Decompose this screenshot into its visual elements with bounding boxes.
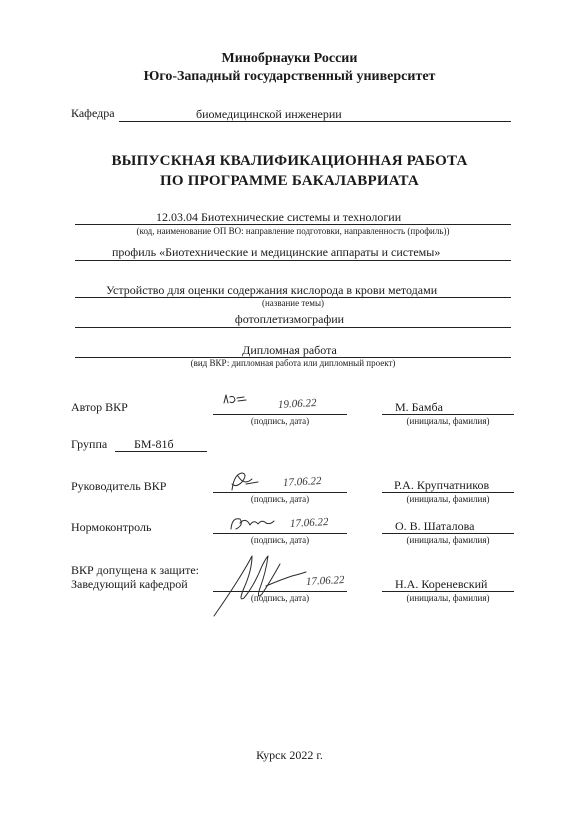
normcontrol-label: Нормоконтроль [71, 520, 152, 534]
profile-line [75, 260, 511, 261]
supervisor-signature [228, 470, 268, 494]
head-signature [210, 550, 310, 620]
normcontrol-name: О. В. Шаталова [395, 519, 475, 533]
program-code-value: 12.03.04 Биотехнические системы и технологии [156, 210, 402, 224]
normcontrol-sign-date: 17.06.22 [289, 516, 329, 530]
department-label: Кафедра [71, 106, 115, 120]
ministry-name: Минобрнауки России [221, 51, 358, 66]
supervisor-label: Руководитель ВКР [71, 479, 167, 493]
document-title-line-2: ПО ПРОГРАММЕ БАКАЛАВРИАТА [160, 173, 419, 189]
head-name: Н.А. Кореневский [395, 577, 488, 591]
author-sign-date: 19.06.22 [277, 397, 317, 411]
head-of-department-label: Заведующий кафедрой [71, 577, 188, 591]
program-profile: профиль «Биотехнические и медицинские аппараты и системы» [112, 245, 441, 259]
author-label: Автор ВКР [71, 400, 128, 414]
author-name: М. Бамба [395, 400, 443, 414]
author-sign-line [213, 414, 347, 415]
admission-label: ВКР допущена к защите: [71, 563, 199, 577]
program-caption: (код, наименование ОП ВО: направление подготовки, направленность (профиль)) [136, 226, 450, 236]
head-sign-caption: (подпись, дата) [250, 593, 310, 603]
topic-line-1: Устройство для оценки содержания кислорода в крови методами [106, 283, 438, 297]
author-sign-caption: (подпись, дата) [250, 416, 310, 426]
supervisor-name: Р.А. Крупчатников [394, 478, 490, 492]
department-value: биомедицинской инженерии [196, 107, 342, 121]
document-title-line-1: ВЫПУСКНАЯ КВАЛИФИКАЦИОННАЯ РАБОТА [111, 153, 468, 169]
work-type-caption: (вид ВКР: дипломная работа или дипломный проект) [190, 358, 396, 368]
program-line [75, 224, 511, 225]
head-name-caption: (инициалы, фамилия) [406, 593, 490, 603]
university-name: Юго-Западный государственный университет [143, 69, 436, 84]
supervisor-sign-caption: (подпись, дата) [250, 494, 310, 504]
group-label: Группа [71, 437, 108, 451]
topic-line-2-underline [75, 327, 511, 328]
group-value: БМ-81б [134, 437, 174, 451]
supervisor-name-caption: (инициалы, фамилия) [406, 494, 490, 504]
topic-line-2: фотоплетизмографии [234, 312, 345, 326]
work-type-value: Дипломная работа [242, 343, 337, 357]
topic-caption: (название темы) [261, 298, 325, 308]
supervisor-sign-date: 17.06.22 [282, 475, 322, 489]
head-sign-date: 17.06.22 [305, 574, 345, 588]
city-year: Курск 2022 г. [256, 748, 323, 762]
normcontrol-name-caption: (инициалы, фамилия) [406, 535, 490, 545]
normcontrol-signature [228, 513, 276, 535]
author-name-caption: (инициалы, фамилия) [406, 416, 490, 426]
author-signature [222, 393, 252, 409]
normcontrol-sign-caption: (подпись, дата) [250, 535, 310, 545]
